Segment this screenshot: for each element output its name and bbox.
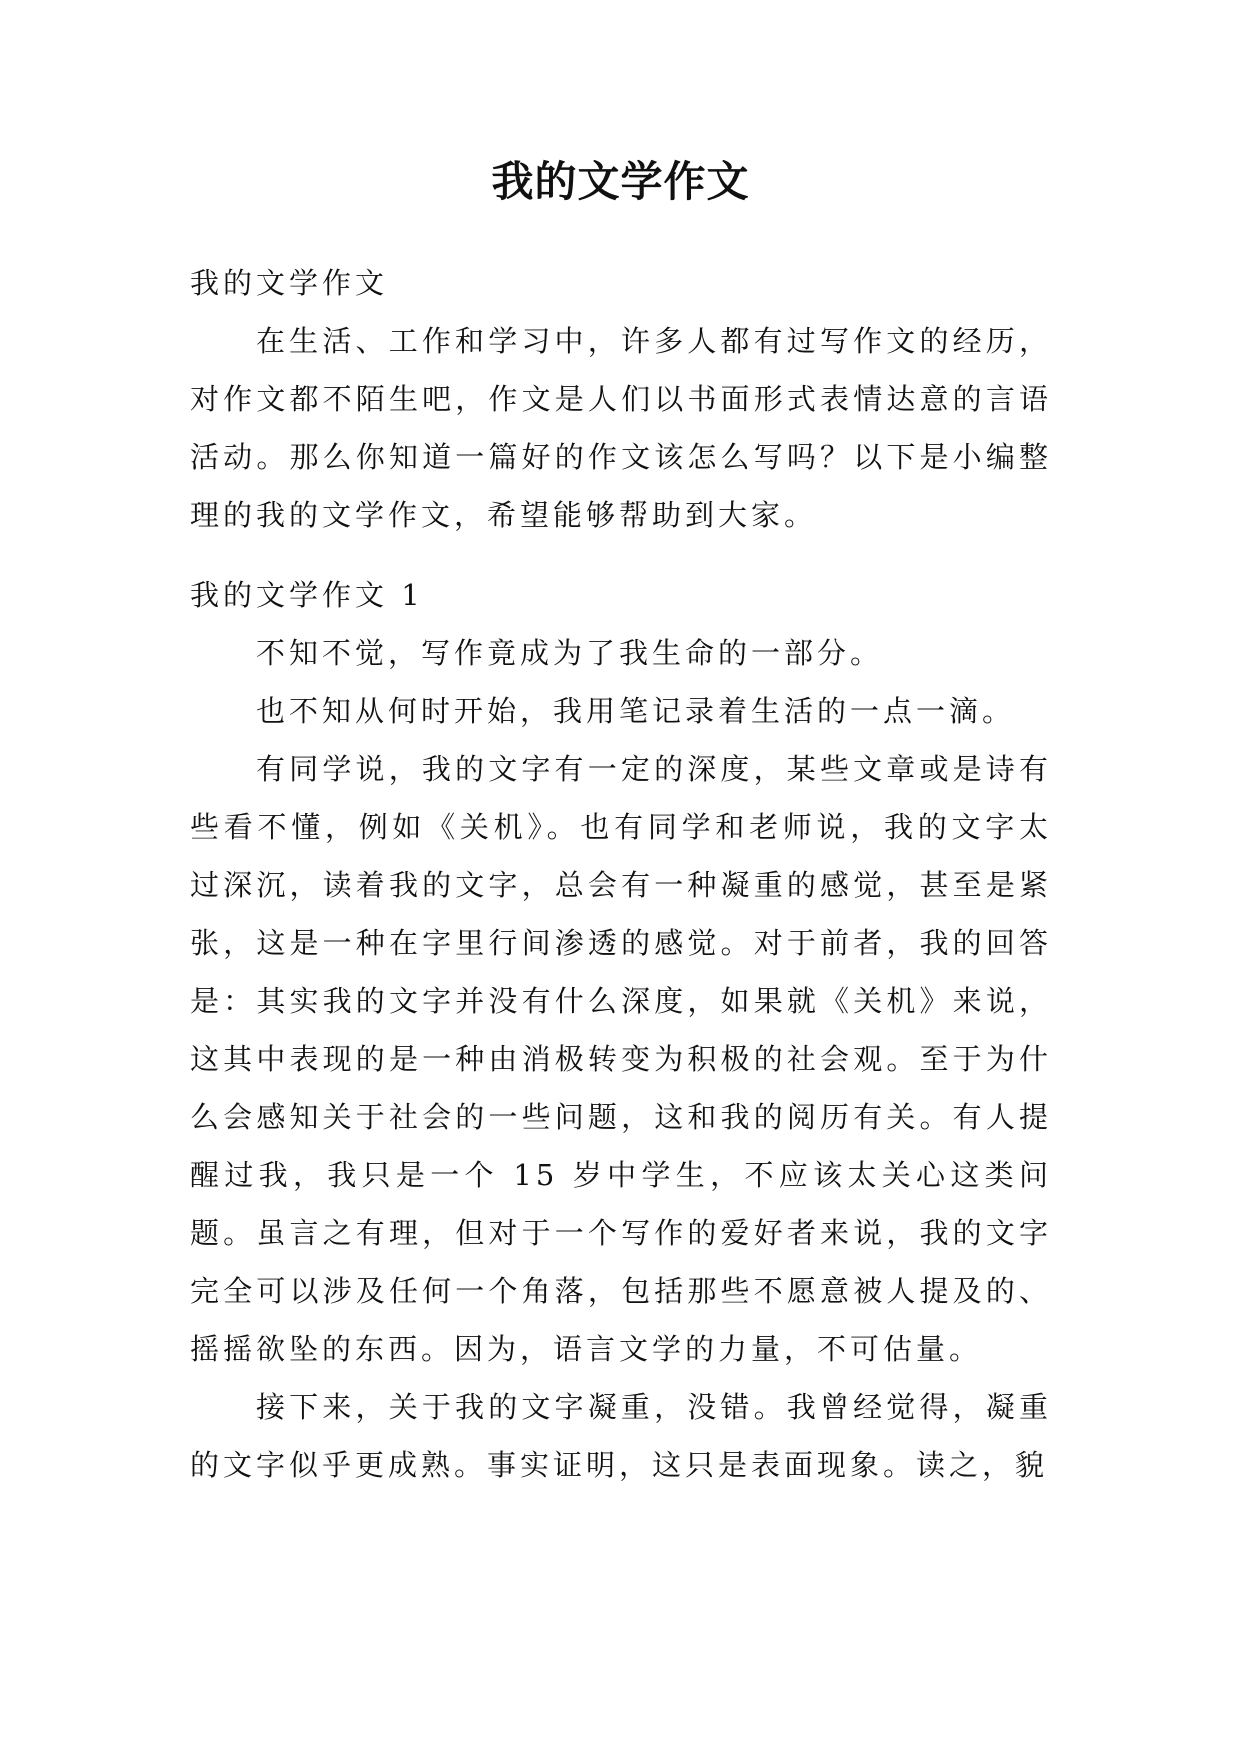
document-title: 我的文学作文 xyxy=(491,157,750,206)
paragraph-2: 也不知从何时开始，我用笔记录着生活的一点一滴。 xyxy=(256,694,1016,728)
paragraph-3: 有同学说，我的文字有一定的深度，某些文章或是诗有些看不懂，例如《关机》。也有同学和老师说，我的文字太过深沉，读着我的文字，总会有一种凝重的感觉，甚至是紧张，这是一种在字里行间渗透的感觉。对于前者，我的回答是：其实我的文字并没有什么深度，如果就《关机》来说，这其中表现的是一种由消极转变为积极的社会观。至于为什么会感知关于社会的一些问题，这和我的阅历有关。有人提醒过我，我只是一个 15 岁中学生，不应该太关心这类问题。虽言之有理，但对于一个写作的爱好者来说，我的文字完全可以涉及任何一个角落，包括那些不愿意被人提及的、摇摇欲坠的东西。因为，语言文学的力量，不可估量。 xyxy=(190,752,1052,1366)
document-subtitle: 我的文学作文 xyxy=(190,266,389,300)
paragraph-4: 接下来，关于我的文字凝重，没错。我曾经觉得，凝重的文字似乎更成熟。事实证明，这只是表面现象。读之，貌 xyxy=(190,1390,1052,1482)
section-heading: 我的文学作文 1 xyxy=(190,578,424,612)
paragraph-1: 不知不觉，写作竟成为了我生命的一部分。 xyxy=(256,636,884,670)
intro-paragraph: 在生活、工作和学习中，许多人都有过写作文的经历，对作文都不陌生吧，作文是人们以书面形式表情达意的言语活动。那么你知道一篇好的作文该怎么写吗？以下是小编整理的我的文学作文，希望能够帮助到大家。 xyxy=(190,324,1052,532)
